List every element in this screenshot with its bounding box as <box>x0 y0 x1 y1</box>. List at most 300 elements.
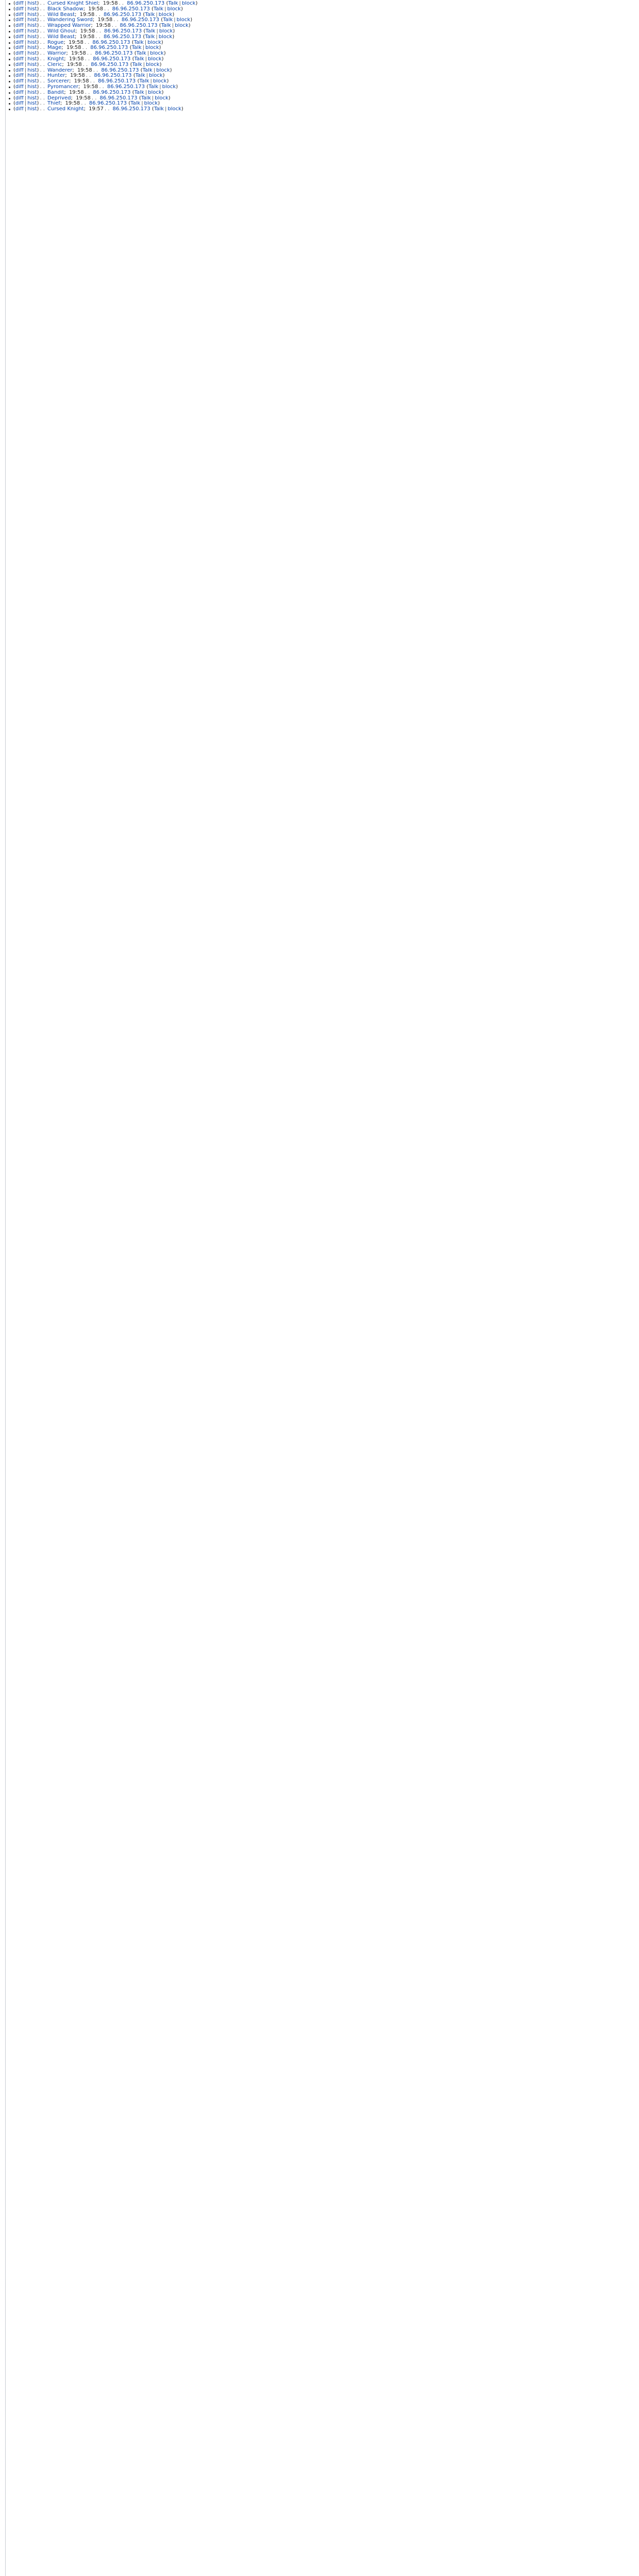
link-separator: | <box>145 56 147 62</box>
change-time: 19:58 <box>96 23 111 29</box>
hist-link[interactable]: hist <box>27 67 37 73</box>
hist-link[interactable]: hist <box>27 1 37 6</box>
user-block-link[interactable]: block <box>149 73 163 79</box>
user-block-link[interactable]: block <box>145 45 159 51</box>
change-list <box>0 1 639 112</box>
user-block-link[interactable]: block <box>148 56 162 62</box>
dot-separator: . . <box>104 6 109 12</box>
paren-open: ( <box>159 23 161 29</box>
paren-close: ) <box>176 84 178 90</box>
hist-link[interactable]: hist <box>27 73 37 79</box>
link-separator: | <box>24 51 27 57</box>
link-separator: | <box>147 51 149 57</box>
paren-open: ( <box>128 101 131 107</box>
user-talk-link[interactable]: Talk <box>141 95 151 101</box>
user-talk-link[interactable]: Talk <box>131 45 142 51</box>
link-separator: | <box>156 28 158 34</box>
paren-open: ( <box>161 18 163 23</box>
change-time: 19:58 <box>69 40 83 45</box>
link-separator: | <box>179 1 181 6</box>
row-bullet <box>9 59 10 60</box>
page-link[interactable]: Wrapped Warrior <box>47 23 91 29</box>
dot-separator: . . <box>40 73 45 79</box>
paren-close: ) <box>170 67 172 73</box>
diff-link[interactable]: diff <box>15 51 24 57</box>
link-separator: | <box>172 23 174 29</box>
user-talk-link[interactable]: Talk <box>130 101 141 107</box>
paren-close: ) <box>37 40 39 45</box>
paren-open: ( <box>13 40 15 45</box>
user-talk-link[interactable]: Talk <box>135 73 145 79</box>
link-separator: | <box>24 107 27 112</box>
dot-separator: . . <box>40 12 45 18</box>
hist-link[interactable]: hist <box>27 28 37 34</box>
user-talk-link[interactable]: Talk <box>145 12 155 18</box>
paren-open: ( <box>13 45 15 51</box>
user-block-link[interactable]: block <box>153 79 167 84</box>
user-ip-link[interactable]: 86.96.250.173 <box>90 45 128 51</box>
diff-link[interactable]: diff <box>15 40 24 45</box>
paren-open: ( <box>130 62 132 67</box>
row-bullet <box>9 75 10 77</box>
paren-close: ) <box>195 1 198 6</box>
link-separator: | <box>24 12 27 18</box>
paren-close: ) <box>37 95 39 101</box>
change-row: (diff | hist) . . Wild Beast; 19:58 . . 86.96.250.173 (Talk | block) <box>7 12 639 18</box>
paren-close: ) <box>37 51 39 57</box>
dot-separator: . . <box>84 40 90 45</box>
link-separator: | <box>24 95 27 101</box>
diff-link[interactable]: diff <box>15 6 24 12</box>
paren-close: ) <box>37 79 39 84</box>
page-link[interactable]: Cursed Knight <box>47 107 84 112</box>
user-ip-link[interactable]: 86.96.250.173 <box>121 18 160 23</box>
page-link[interactable]: Mage <box>47 45 62 51</box>
dot-separator: . . <box>40 84 45 90</box>
paren-close: ) <box>158 101 160 107</box>
dot-separator: . . <box>40 34 45 40</box>
row-bullet <box>9 87 10 88</box>
change-time: 19:57 <box>89 107 104 112</box>
user-ip-link[interactable]: 86.96.250.173 <box>104 28 142 34</box>
row-bullet <box>9 81 10 82</box>
change-row: (diff | hist) . . Sorcerer; 19:58 . . 86.96.250.173 (Talk | block) <box>7 79 639 84</box>
paren-open: ( <box>13 79 15 84</box>
hist-link[interactable]: hist <box>27 62 37 67</box>
paren-close: ) <box>37 62 39 67</box>
user-talk-link[interactable]: Talk <box>132 62 142 67</box>
link-separator: | <box>24 23 27 29</box>
user-block-link[interactable]: block <box>175 23 189 29</box>
link-separator: | <box>146 73 148 79</box>
link-separator: | <box>24 40 27 45</box>
diff-link[interactable]: diff <box>15 107 24 112</box>
dot-separator: . . <box>40 18 45 23</box>
paren-open: ( <box>13 28 15 34</box>
hist-link[interactable]: hist <box>27 6 37 12</box>
change-row: (diff | hist) . . Hunter; 19:58 . . 86.96.250.173 (Talk | block) <box>7 73 639 79</box>
dot-separator: . . <box>40 6 45 12</box>
paren-close: ) <box>37 1 39 6</box>
paren-open: ( <box>132 56 134 62</box>
user-ip-link[interactable]: 86.96.250.173 <box>93 56 131 62</box>
user-block-link[interactable]: block <box>181 1 196 6</box>
row-bullet <box>9 9 10 10</box>
row-bullet <box>9 25 10 27</box>
row-bullet <box>9 64 10 66</box>
user-talk-link[interactable]: Talk <box>142 67 153 73</box>
paren-close: ) <box>37 18 39 23</box>
paren-open: ( <box>166 1 169 6</box>
change-row: (diff | hist) . . Rogue; 19:58 . . 86.96.250.173 (Talk | block) <box>7 40 639 46</box>
dot-separator: . . <box>40 28 45 34</box>
paren-open: ( <box>13 67 15 73</box>
paren-open: ( <box>143 12 145 18</box>
user-talk-link[interactable]: Talk <box>154 107 164 112</box>
link-separator: | <box>24 90 27 95</box>
row-bullet <box>9 47 10 49</box>
paren-open: ( <box>137 79 140 84</box>
hist-link[interactable]: hist <box>27 56 37 62</box>
hist-link[interactable]: hist <box>27 34 37 40</box>
change-time: 19:58 <box>79 34 95 40</box>
dot-separator: . . <box>119 1 124 6</box>
dot-separator: . . <box>90 79 95 84</box>
link-separator: | <box>24 62 27 67</box>
paren-open: ( <box>13 84 15 90</box>
change-time: 19:58 <box>71 51 86 57</box>
row-bullet <box>9 20 10 21</box>
page-link[interactable]: Knight <box>47 56 64 62</box>
paren-close: ) <box>161 90 164 95</box>
diff-link[interactable]: diff <box>15 95 24 101</box>
change-time: 19:58 <box>76 95 91 101</box>
user-block-link[interactable]: block <box>158 34 173 40</box>
diff-link[interactable]: diff <box>15 45 24 51</box>
dot-separator: . . <box>86 73 91 79</box>
page-link[interactable]: Black Shadow <box>47 6 83 12</box>
hist-link[interactable]: hist <box>27 12 37 18</box>
user-block-link[interactable]: block <box>156 67 170 73</box>
hist-link[interactable]: hist <box>27 51 37 57</box>
dot-separator: . . <box>82 62 88 67</box>
change-time: 19:58 <box>83 84 98 90</box>
hist-link[interactable]: hist <box>27 18 37 23</box>
dot-separator: . . <box>40 51 45 57</box>
link-separator: | <box>24 67 27 73</box>
link-separator: | <box>150 79 152 84</box>
dot-separator: . . <box>40 56 45 62</box>
user-ip-link[interactable]: 86.96.250.173 <box>120 23 158 29</box>
change-row: (diff | hist) . . Cursed Knight; 19:57 . . 86.96.250.173 (Talk | block) <box>7 107 639 112</box>
diff-link[interactable]: diff <box>15 23 24 29</box>
paren-close: ) <box>37 73 39 79</box>
page-link[interactable]: Sorcerer <box>47 79 70 84</box>
hist-link[interactable]: hist <box>27 95 37 101</box>
user-ip-link[interactable]: 86.96.250.173 <box>95 51 133 57</box>
user-ip-link[interactable]: 86.96.250.173 <box>112 107 150 112</box>
dot-separator: . . <box>40 107 45 112</box>
row-bullet <box>9 70 10 72</box>
hist-link[interactable]: hist <box>27 79 37 84</box>
paren-open: ( <box>13 34 15 40</box>
user-ip-link[interactable]: 86.96.250.173 <box>99 95 138 101</box>
dot-separator: . . <box>40 79 45 84</box>
user-block-link[interactable]: block <box>167 6 181 12</box>
link-separator: | <box>24 101 27 107</box>
dot-separator: . . <box>40 101 45 107</box>
dot-separator: . . <box>96 28 102 34</box>
user-talk-link[interactable]: Talk <box>161 23 171 29</box>
diff-link[interactable]: diff <box>15 67 24 73</box>
paren-open: ( <box>132 90 134 95</box>
user-block-link[interactable]: block <box>176 18 191 23</box>
change-time: 19:58 <box>66 45 81 51</box>
user-ip-link[interactable]: 86.96.250.173 <box>89 101 127 107</box>
link-separator: | <box>24 56 27 62</box>
user-block-link[interactable]: block <box>146 62 160 67</box>
page-link[interactable]: Warrior <box>47 51 66 57</box>
paren-open: ( <box>143 28 146 34</box>
dot-separator: . . <box>40 67 45 73</box>
dot-separator: . . <box>81 101 86 107</box>
paren-close: ) <box>161 40 163 45</box>
dot-separator: . . <box>82 45 88 51</box>
link-separator: | <box>164 6 166 12</box>
page-link[interactable]: Cursed Knight Shiel <box>47 1 98 6</box>
paren-open: ( <box>13 6 15 12</box>
change-row: (diff | hist) . . Wandering Sword; 19:58 . . 86.96.250.173 (Talk | block) <box>7 18 639 23</box>
dot-separator: . . <box>93 67 98 73</box>
paren-open: ( <box>13 23 15 29</box>
change-time: 19:58 <box>97 18 113 23</box>
page-link[interactable]: Deprived <box>47 95 71 101</box>
user-block-link[interactable]: block <box>155 95 169 101</box>
paren-open: ( <box>13 73 15 79</box>
user-talk-link[interactable]: Talk <box>139 79 149 84</box>
dot-separator: . . <box>40 1 45 6</box>
user-talk-link[interactable]: Talk <box>148 84 159 90</box>
paren-close: ) <box>37 45 39 51</box>
user-ip-link[interactable]: 86.96.250.173 <box>101 67 139 73</box>
dot-separator: . . <box>40 62 45 67</box>
dot-separator: . . <box>40 90 45 95</box>
paren-open: ( <box>13 56 15 62</box>
user-block-link[interactable]: block <box>159 28 173 34</box>
user-talk-link[interactable]: Talk <box>168 1 178 6</box>
paren-open: ( <box>13 51 15 57</box>
link-separator: | <box>152 95 154 101</box>
change-row: (diff | hist) . . Cleric; 19:58 . . 86.96.250.173 (Talk | block) <box>7 62 639 68</box>
change-time: 19:58 <box>70 73 85 79</box>
hist-link[interactable]: hist <box>27 23 37 29</box>
paren-close: ) <box>37 12 39 18</box>
user-block-link[interactable]: block <box>158 12 173 18</box>
page-link[interactable]: Wild Ghoul <box>47 28 76 34</box>
diff-link[interactable]: diff <box>15 90 24 95</box>
dot-separator: . . <box>113 18 119 23</box>
dot-separator: . . <box>85 56 90 62</box>
paren-close: ) <box>37 6 39 12</box>
paren-close: ) <box>162 73 165 79</box>
user-talk-link[interactable]: Talk <box>133 40 144 45</box>
diff-link[interactable]: diff <box>15 34 24 40</box>
paren-open: ( <box>146 84 149 90</box>
diff-link[interactable]: diff <box>15 18 24 23</box>
change-time: 19:58 <box>103 1 118 6</box>
page-link[interactable]: Thief <box>47 101 60 107</box>
change-row: (diff | hist) . . Wanderer; 19:58 . . 86.96.250.173 (Talk | block) <box>7 68 639 74</box>
link-separator: | <box>24 84 27 90</box>
page-link[interactable]: Wild Beast <box>47 34 75 40</box>
dot-separator: . . <box>40 45 45 51</box>
hist-link[interactable]: hist <box>27 45 37 51</box>
dot-separator: . . <box>40 23 45 29</box>
diff-link[interactable]: diff <box>15 101 24 107</box>
change-time: 19:58 <box>88 6 104 12</box>
user-block-link[interactable]: block <box>150 51 164 57</box>
user-ip-link[interactable]: 86.96.250.173 <box>93 90 131 95</box>
paren-close: ) <box>180 6 183 12</box>
user-block-link[interactable]: block <box>162 84 176 90</box>
link-separator: | <box>174 18 176 23</box>
user-block-link[interactable]: block <box>144 101 158 107</box>
paren-close: ) <box>168 95 171 101</box>
dot-separator: . . <box>40 95 45 101</box>
diff-link[interactable]: diff <box>15 12 24 18</box>
page-link[interactable]: Pyromancer <box>47 84 78 90</box>
row-bullet <box>9 3 10 5</box>
change-row: (diff | hist) . . Wrapped Warrior; 19:58 . . 86.96.250.173 (Talk | block) <box>7 23 639 29</box>
paren-open: ( <box>139 95 141 101</box>
user-ip-link[interactable]: 86.96.250.173 <box>103 12 142 18</box>
change-time: 19:58 <box>79 12 95 18</box>
user-ip-link[interactable]: 86.96.250.173 <box>94 73 132 79</box>
paren-close: ) <box>188 23 191 29</box>
user-ip-link[interactable]: 86.96.250.173 <box>98 79 136 84</box>
page-link[interactable]: Wanderer <box>47 67 73 73</box>
row-bullet <box>9 92 10 94</box>
user-block-link[interactable]: block <box>167 107 181 112</box>
paren-open: ( <box>131 40 134 45</box>
user-ip-link[interactable]: 86.96.250.173 <box>107 84 145 90</box>
link-separator: | <box>24 6 27 12</box>
paren-close: ) <box>37 67 39 73</box>
paren-open: ( <box>140 67 143 73</box>
link-separator: | <box>143 62 145 67</box>
paren-open: ( <box>13 18 15 23</box>
user-ip-link[interactable]: 86.96.250.173 <box>91 62 129 67</box>
link-separator: | <box>156 34 158 40</box>
paren-open: ( <box>13 107 15 112</box>
dot-separator: . . <box>87 51 92 57</box>
link-separator: | <box>24 34 27 40</box>
change-time: 19:58 <box>65 101 80 107</box>
user-ip-link[interactable]: 86.96.250.173 <box>92 40 130 45</box>
user-talk-link[interactable]: Talk <box>145 34 155 40</box>
diff-link[interactable]: diff <box>15 79 24 84</box>
change-row: (diff | hist) . . Pyromancer; 19:58 . . 86.96.250.173 (Talk | block) <box>7 84 639 90</box>
dot-separator: . . <box>91 95 97 101</box>
paren-close: ) <box>161 56 164 62</box>
change-row: (diff | hist) . . Bandit; 19:58 . . 86.96.250.173 (Talk | block) <box>7 90 639 96</box>
row-bullet <box>9 103 10 105</box>
left-margin-rule <box>5 0 6 2576</box>
paren-open: ( <box>13 101 15 107</box>
user-talk-link[interactable]: Talk <box>153 6 164 12</box>
user-block-link[interactable]: block <box>148 90 162 95</box>
row-bullet <box>9 31 10 32</box>
link-separator: | <box>24 28 27 34</box>
user-ip-link[interactable]: 86.96.250.173 <box>112 6 150 12</box>
change-time: 19:58 <box>74 79 89 84</box>
diff-link[interactable]: diff <box>15 62 24 67</box>
page-link[interactable]: Hunter <box>47 73 65 79</box>
dot-separator: . . <box>105 107 110 112</box>
user-ip-link[interactable]: 86.96.250.173 <box>127 1 165 6</box>
hist-link[interactable]: hist <box>27 40 37 45</box>
change-row: (diff | hist) . . Wild Beast; 19:58 . . 86.96.250.173 (Talk | block) <box>7 35 639 40</box>
link-separator: | <box>24 1 27 6</box>
user-block-link[interactable]: block <box>147 40 161 45</box>
user-talk-link[interactable]: Talk <box>136 51 146 57</box>
row-bullet <box>9 109 10 110</box>
paren-open: ( <box>13 90 15 95</box>
link-separator: | <box>141 101 143 107</box>
link-separator: | <box>145 90 147 95</box>
change-row: (diff | hist) . . Deprived; 19:58 . . 86.96.250.173 (Talk | block) <box>7 96 639 101</box>
diff-link[interactable]: diff <box>15 56 24 62</box>
hist-link[interactable]: hist <box>27 84 37 90</box>
dot-separator: . . <box>99 84 104 90</box>
diff-link[interactable]: diff <box>15 1 24 6</box>
diff-link[interactable]: diff <box>15 84 24 90</box>
change-row: (diff | hist) . . Cursed Knight Shiel; 19:58 . . 86.96.250.173 (Talk | block) <box>7 1 639 7</box>
row-bullet <box>9 98 10 99</box>
page-link[interactable]: Rogue <box>47 40 64 45</box>
paren-open: ( <box>143 34 145 40</box>
hist-link[interactable]: hist <box>27 90 37 95</box>
paren-open: ( <box>13 62 15 67</box>
page-link[interactable]: Cleric <box>47 62 62 67</box>
paren-close: ) <box>190 18 193 23</box>
link-separator: | <box>144 40 147 45</box>
page-link[interactable]: Wild Beast <box>47 12 75 18</box>
diff-link[interactable]: diff <box>15 73 24 79</box>
user-talk-link[interactable]: Talk <box>163 18 173 23</box>
hist-link[interactable]: hist <box>27 107 37 112</box>
paren-close: ) <box>37 34 39 40</box>
change-time: 19:58 <box>77 67 92 73</box>
page-link[interactable]: Bandit <box>47 90 64 95</box>
user-talk-link[interactable]: Talk <box>134 90 144 95</box>
diff-link[interactable]: diff <box>15 28 24 34</box>
user-ip-link[interactable]: 86.96.250.173 <box>103 34 142 40</box>
link-separator: | <box>153 67 156 73</box>
row-bullet <box>9 37 10 38</box>
paren-close: ) <box>37 56 39 62</box>
change-row: (diff | hist) . . Knight; 19:58 . . 86.96.250.173 (Talk | block) <box>7 57 639 62</box>
user-talk-link[interactable]: Talk <box>134 56 144 62</box>
change-time: 19:58 <box>69 90 84 95</box>
hist-link[interactable]: hist <box>27 101 37 107</box>
paren-close: ) <box>159 45 161 51</box>
page-link[interactable]: Wandering Sword <box>47 18 93 23</box>
paren-close: ) <box>166 79 169 84</box>
paren-open: ( <box>152 6 154 12</box>
paren-close: ) <box>159 62 162 67</box>
user-talk-link[interactable]: Talk <box>145 28 156 34</box>
